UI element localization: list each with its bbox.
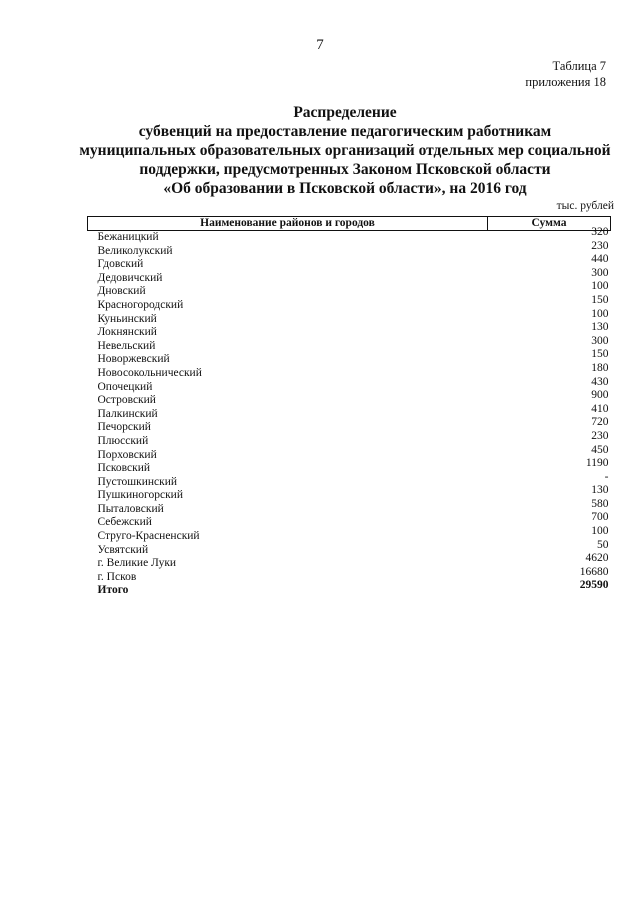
district-name: Печорский [97,421,151,434]
district-name: Палкинский [97,407,158,420]
district-name: Великолукский [97,244,173,257]
district-sum: - [604,470,609,483]
district-name: Пустошкинский [97,475,178,488]
district-name: Дновский [97,285,146,298]
table-reference-line-2: приложения 18 [525,75,606,89]
district-name: Порховский [97,448,157,461]
district-sum: 150 [591,293,609,306]
header-sum: Сумма [488,217,611,231]
table-reference [525,58,606,90]
district-sum: 100 [591,525,609,538]
district-name: Псковский [97,462,151,475]
total-row [88,584,611,598]
page-number: 7 [316,37,324,53]
title-line-1: Распределение [293,104,397,121]
district-sum: 720 [591,416,609,429]
district-name: Новоржевский [97,353,170,366]
district-name: Бежаницкий [97,231,159,243]
district-sum: 320 [591,226,609,238]
district-name: Островский [97,394,156,407]
district-name: Невельский [97,339,156,352]
district-sum: 700 [591,511,609,524]
district-sum: 4620 [585,552,609,565]
district-name: Струго-Красненский [97,530,200,543]
district-name: г. Великие Луки [97,557,177,570]
district-sum: 100 [591,307,609,320]
district-sum: 50 [597,538,609,551]
district-name: Локнянский [97,326,157,339]
district-name: Пушкиногорский [97,489,183,502]
district-name: Усвятский [97,543,149,556]
title-line-2: субвенций на предоставление педагогическим работникам [138,123,552,140]
district-name: Куньинский [97,312,157,325]
district-sum: 1190 [585,457,609,470]
table-body [88,226,611,599]
total-label: Итого [97,584,129,597]
district-sum: 580 [591,497,609,510]
subvention-table [87,216,611,598]
district-sum: 440 [591,253,609,266]
table-reference-line-1: Таблица 7 [552,59,606,73]
district-name: Гдовский [97,258,144,271]
district-sum: 150 [591,348,609,361]
title-line-3: муниципальных образовательных организаций отдельных мер социальной [79,142,611,159]
district-name: г. Псков [97,570,137,583]
title-line-4: поддержки, предусмотренных Законом Псковской области [139,161,551,178]
district-sum: 300 [591,334,609,347]
unit-note: тыс. рублей [556,200,614,212]
district-sum: 300 [591,266,609,279]
district-sum: 900 [591,389,609,402]
district-sum: 100 [591,280,609,293]
title-line-5: «Об образовании в Псковской области», на 2016 год [163,180,527,197]
document-title [70,103,620,198]
total-value: 29590 [579,579,609,592]
district-name: Пыталовский [97,502,164,515]
district-sum: 410 [591,402,609,415]
district-sum: 16680 [579,565,609,578]
district-sum: 430 [591,375,609,388]
district-name: Плюсский [97,434,149,447]
district-name: Красногородский [97,298,184,311]
district-name: Новосокольнический [97,366,202,379]
district-sum: 230 [591,239,609,252]
district-sum: 230 [591,429,609,442]
district-sum: 450 [591,443,609,456]
district-sum: 180 [591,361,609,374]
district-sum: 130 [591,321,609,334]
district-sum: 130 [591,484,609,497]
header-name: Наименование районов и городов [88,217,488,231]
district-name: Опочецкий [97,380,153,393]
district-name: Дедовичский [97,271,163,284]
district-name: Себежский [97,516,152,529]
